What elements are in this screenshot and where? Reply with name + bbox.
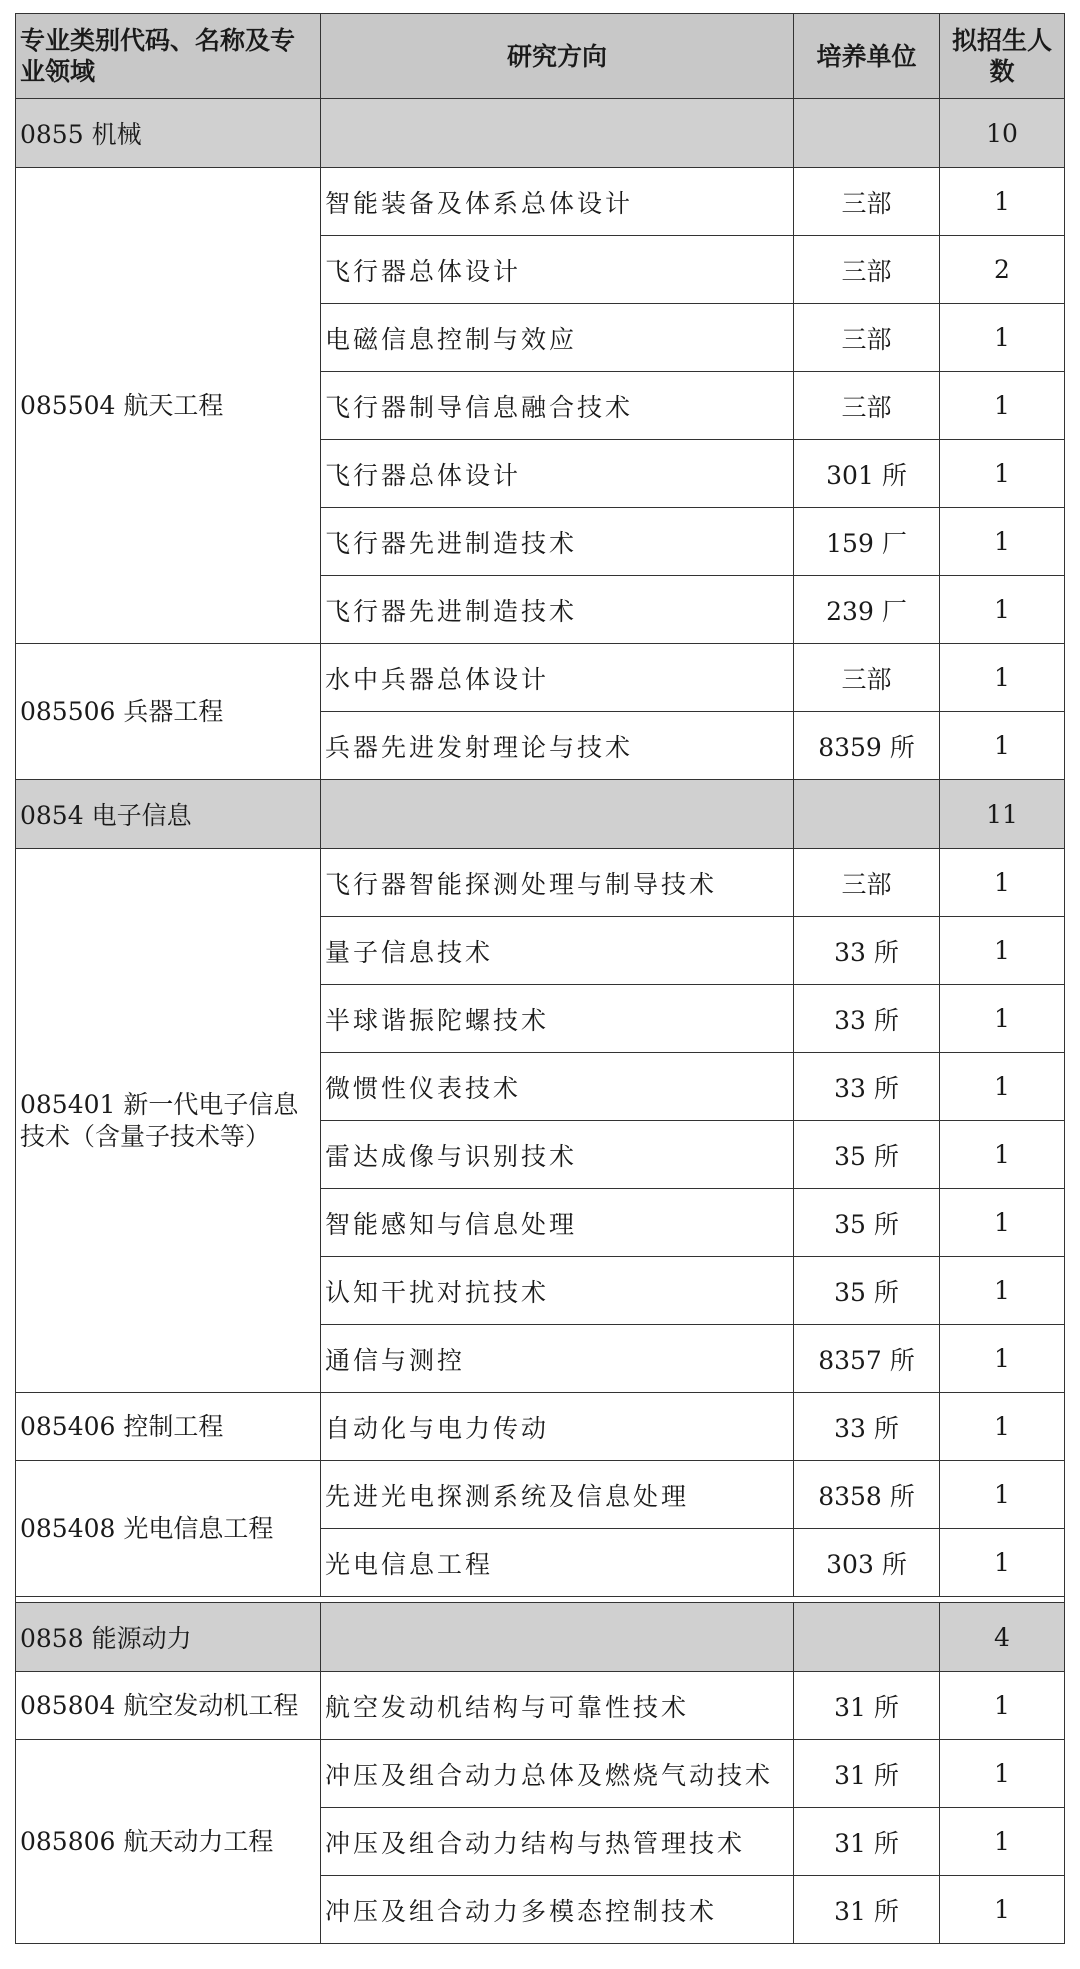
enrollment-count: 1 <box>940 168 1065 236</box>
enrollment-count: 1 <box>940 440 1065 508</box>
category-unit-empty <box>794 99 940 168</box>
training-unit: 三部 <box>794 372 940 440</box>
research-direction: 智能感知与信息处理 <box>321 1189 794 1257</box>
research-direction: 微惯性仪表技术 <box>321 1053 794 1121</box>
research-direction: 通信与测控 <box>321 1325 794 1393</box>
training-unit: 301 所 <box>794 440 940 508</box>
research-direction: 自动化与电力传动 <box>321 1393 794 1461</box>
table-body <box>16 99 1065 1944</box>
enrollment-count: 1 <box>940 644 1065 712</box>
field-name <box>16 1672 321 1740</box>
enrollment-count: 1 <box>940 576 1065 644</box>
enrollment-count: 1 <box>940 1529 1065 1597</box>
category-total: 10 <box>940 99 1065 168</box>
research-direction: 先进光电探测系统及信息处理 <box>321 1461 794 1529</box>
enrollment-count: 1 <box>940 985 1065 1053</box>
category-total: 11 <box>940 780 1065 849</box>
enrollment-count: 1 <box>940 1672 1065 1740</box>
research-direction: 半球谐振陀螺技术 <box>321 985 794 1053</box>
table-header-row <box>16 14 1065 99</box>
training-unit: 159 厂 <box>794 508 940 576</box>
header-field: 专业类别代码、名称及专业领域 <box>16 14 321 99</box>
training-unit: 三部 <box>794 168 940 236</box>
enrollment-count: 1 <box>940 1257 1065 1325</box>
table-row <box>16 168 1065 236</box>
category-direction-empty <box>321 99 794 168</box>
training-unit: 239 厂 <box>794 576 940 644</box>
training-unit: 33 所 <box>794 985 940 1053</box>
field-name <box>16 1461 321 1597</box>
field-name <box>16 1393 321 1461</box>
header-count: 拟招生人数 <box>940 14 1065 99</box>
enrollment-count: 1 <box>940 1876 1065 1944</box>
category-row <box>16 1603 1065 1672</box>
enrollment-table-wrapper <box>15 13 1064 1944</box>
enrollment-count: 1 <box>940 1393 1065 1461</box>
enrollment-count: 2 <box>940 236 1065 304</box>
training-unit: 31 所 <box>794 1808 940 1876</box>
research-direction: 智能装备及体系总体设计 <box>321 168 794 236</box>
research-direction: 飞行器制导信息融合技术 <box>321 372 794 440</box>
category-name: 0854 电子信息 <box>16 780 321 849</box>
category-row <box>16 99 1065 168</box>
table-row <box>16 1393 1065 1461</box>
research-direction: 冲压及组合动力总体及燃烧气动技术 <box>321 1740 794 1808</box>
enrollment-count: 1 <box>940 1740 1065 1808</box>
training-unit: 31 所 <box>794 1876 940 1944</box>
field-name-text: 085804 航空发动机工程 <box>20 1690 299 1720</box>
field-name <box>16 1740 321 1944</box>
training-unit: 35 所 <box>794 1257 940 1325</box>
training-unit: 33 所 <box>794 1393 940 1461</box>
training-unit: 31 所 <box>794 1740 940 1808</box>
research-direction: 量子信息技术 <box>321 917 794 985</box>
field-name-text: 085406 控制工程 <box>20 1411 224 1441</box>
research-direction: 飞行器先进制造技术 <box>321 576 794 644</box>
category-row <box>16 780 1065 849</box>
field-name-text: 085504 航天工程 <box>20 390 224 420</box>
training-unit: 35 所 <box>794 1189 940 1257</box>
enrollment-count: 1 <box>940 712 1065 780</box>
table-row <box>16 849 1065 917</box>
training-unit: 8358 所 <box>794 1461 940 1529</box>
research-direction: 兵器先进发射理论与技术 <box>321 712 794 780</box>
research-direction: 光电信息工程 <box>321 1529 794 1597</box>
category-direction-empty <box>321 780 794 849</box>
research-direction: 冲压及组合动力结构与热管理技术 <box>321 1808 794 1876</box>
field-name <box>16 168 321 644</box>
category-direction-empty <box>321 1603 794 1672</box>
category-unit-empty <box>794 1603 940 1672</box>
research-direction: 认知干扰对抗技术 <box>321 1257 794 1325</box>
enrollment-count: 1 <box>940 1053 1065 1121</box>
enrollment-count: 1 <box>940 1325 1065 1393</box>
header-unit: 培养单位 <box>794 14 940 99</box>
enrollment-count: 1 <box>940 1461 1065 1529</box>
research-direction: 雷达成像与识别技术 <box>321 1121 794 1189</box>
research-direction: 飞行器智能探测处理与制导技术 <box>321 849 794 917</box>
training-unit: 33 所 <box>794 1053 940 1121</box>
research-direction: 航空发动机结构与可靠性技术 <box>321 1672 794 1740</box>
enrollment-count: 1 <box>940 849 1065 917</box>
research-direction: 飞行器总体设计 <box>321 236 794 304</box>
training-unit: 35 所 <box>794 1121 940 1189</box>
training-unit: 31 所 <box>794 1672 940 1740</box>
enrollment-table <box>15 13 1065 1944</box>
enrollment-count: 1 <box>940 1189 1065 1257</box>
enrollment-count: 1 <box>940 508 1065 576</box>
category-unit-empty <box>794 780 940 849</box>
category-name: 0858 能源动力 <box>16 1603 321 1672</box>
training-unit: 8359 所 <box>794 712 940 780</box>
table-row <box>16 644 1065 712</box>
enrollment-count: 1 <box>940 372 1065 440</box>
training-unit: 303 所 <box>794 1529 940 1597</box>
enrollment-count: 1 <box>940 1121 1065 1189</box>
table-row <box>16 1740 1065 1808</box>
research-direction: 飞行器先进制造技术 <box>321 508 794 576</box>
enrollment-count: 1 <box>940 1808 1065 1876</box>
training-unit: 三部 <box>794 304 940 372</box>
research-direction: 水中兵器总体设计 <box>321 644 794 712</box>
table-row <box>16 1672 1065 1740</box>
field-name <box>16 644 321 780</box>
training-unit: 三部 <box>794 644 940 712</box>
training-unit: 三部 <box>794 849 940 917</box>
header-direction: 研究方向 <box>321 14 794 99</box>
field-name-text: 085506 兵器工程 <box>20 696 224 726</box>
research-direction: 飞行器总体设计 <box>321 440 794 508</box>
training-unit: 三部 <box>794 236 940 304</box>
table-row <box>16 1461 1065 1529</box>
enrollment-count: 1 <box>940 304 1065 372</box>
category-name: 0855 机械 <box>16 99 321 168</box>
research-direction: 冲压及组合动力多模态控制技术 <box>321 1876 794 1944</box>
training-unit: 33 所 <box>794 917 940 985</box>
enrollment-count: 1 <box>940 917 1065 985</box>
field-name <box>16 849 321 1393</box>
field-name-text: 085401 新一代电子信息技术（含量子技术等） <box>20 1089 299 1151</box>
category-total: 4 <box>940 1603 1065 1672</box>
research-direction: 电磁信息控制与效应 <box>321 304 794 372</box>
training-unit: 8357 所 <box>794 1325 940 1393</box>
field-name-text: 085408 光电信息工程 <box>20 1513 274 1543</box>
field-name-text: 085806 航天动力工程 <box>20 1826 274 1856</box>
